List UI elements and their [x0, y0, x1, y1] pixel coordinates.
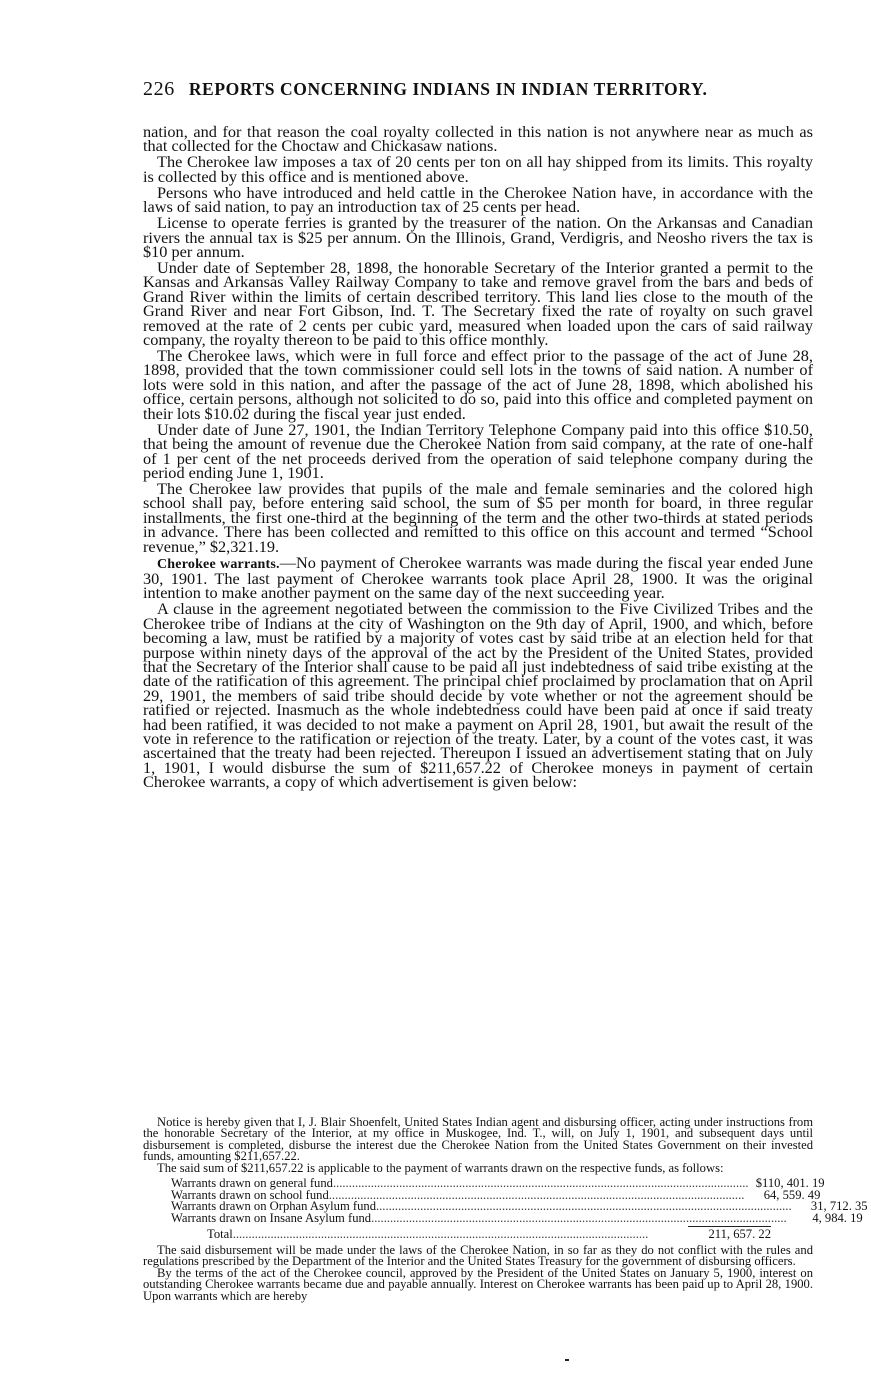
- fund-amount: 64, 559. 49: [763, 1187, 821, 1202]
- dot-leader: ....................................................................................................................................: [328, 1187, 745, 1202]
- paragraph-cherokee-warrants: [143, 552, 813, 603]
- paragraph-town-lots: The Cherokee laws, which were in full force and effect prior to the passage of the act of June 28, 1898, provided that the town commissioner could sell lots in the towns of said nation. A number of lots were sold in this nation, and after the passage of the act of June 28, 1898, which abolished his office, certain persons, although not solicited to do so, paid into this office and completed payment on their lots $10.02 during the fiscal year just ended.: [143, 346, 813, 423]
- section-text: —No payment of Cherokee warrants was made during the fiscal year ended June 30, 1901. The last payment of Cherokee warrants took place April 28, 1900. It was the original intention to make another payment on the same day of the next succeeding year.: [143, 552, 813, 603]
- paragraph-cattle-tax: Persons who have introduced and held cattle in the Cherokee Nation have, in accordance with the laws of said nation, to pay an introduction tax of 25 cents per head.: [143, 182, 813, 217]
- fund-label: Warrants drawn on Insane Asylum fund: [171, 1210, 372, 1225]
- table-row: [171, 1210, 863, 1225]
- paragraph-telephone: Under date of June 27, 1901, the Indian Territory Telephone Company paid into this office $10.50, that being the amount of revenue due the Cherokee Nation from said company, at the rate of one-half of 1 per cent of the net proceeds derived from the operation of said telephone company during the period ending June 1, 1901.: [143, 419, 813, 482]
- paragraph-gravel-permit: Under date of September 28, 1898, the honorable Secretary of the Interior granted a permit to the Kansas and Arkansas Valley Railway Company to take and remove gravel from the bars and beds of Grand River within the limits of certain described territory. This land lies close to the mouth of the Grand River and near Fort Gibson, Ind. T. The Secretary fixed the rate of royalty on such gravel removed at the rate of 2 cents per cubic yard, measured when loaded upon the cars of said railway company, the royalty thereon to be paid to this office monthly.: [143, 258, 813, 350]
- paragraph-ferries: License to operate ferries is granted by the treasurer of the nation. On the Arkansas and Canadian rivers the annual tax is $25 per annum. On the Illinois, Grand, Verdigris, and Neosho rivers the tax is $10 per annum.: [143, 213, 813, 262]
- fund-amount: $110, 401. 19: [755, 1176, 825, 1190]
- dot-leader: ....................................................................................................................................: [371, 1210, 787, 1225]
- paragraph-agreement-clause: A clause in the agreement negotiated between the commission to the Five Civilized Tribes and the Cherokee tribe of Indians at the city of Washington on the 9th day of April, 1900, and which, before becoming a law, must be ratified by a majority of votes cast by said tribe at an election held for that purpose within ninety days of the approval of the act by the President of the United States, provided that the Secretary of the Interior shall cause to be paid all just indebtedness of said tribe existing at the date of the ratification of this agreement. The principal chief proclaimed by proclamation that on April 29, 1901, the members of said tribe should decide by vote whether or not the agreement should be ratified or rejected. Inasmuch as the whole indebtedness could have been paid at once if said treaty had been ratified, it was decided to not make a payment on April 28, 1901, but await the result of the vote in reference to the ratification or rejection of the treaty. Later, by a count of the votes cast, it was ascertained that the treaty had been rejected. Thereupon I issued an advertisement stating that on July 1, 1901, I would disburse the sum of $211,657.22 of Cherokee moneys in payment of certain Cherokee warrants, a copy of which advertisement is given below:: [143, 599, 813, 792]
- page-number: 226: [143, 78, 175, 100]
- dot-leader: ....................................................................................................................................: [376, 1199, 792, 1214]
- paragraph-school-revenue: The Cherokee law provides that pupils of the male and female seminaries and the colored high school shall pay, before entering said school, the sum of $5 per month for board, in three regular installments, the first one-third at the beginning of the term and the other two-thirds at stated periods in advance. There has been collected and remitted to this office on this account and termed “School revenue,” $2,321.19.: [143, 478, 813, 556]
- paragraph-hay-tax: The Cherokee law imposes a tax of 20 cents per ton on all hay shipped from its limits. This royalty is collected by this office and is mentioned above.: [143, 152, 813, 186]
- interest-paragraph: By the terms of the act of the Cherokee council, approved by the President of the United States on January 5, 1900, interest on outstanding Cherokee warrants became due and payable annually. Interest on Cherokee warrants has been paid up to April 28, 1900. Upon warrants which are hereby: [143, 1265, 813, 1303]
- total-amount: 211, 657. 22: [708, 1227, 771, 1242]
- dot-leader: ....................................................................................................................................: [232, 1227, 649, 1242]
- fund-label: Warrants drawn on school fund: [171, 1187, 329, 1202]
- disbursement-paragraph: The said disbursement will be made under the laws of the Cherokee Nation, in so far as they do not conflict with the rules and regulations prescribed by the Department of the Interior and the United States Treasury for the government of disbursing officers.: [143, 1243, 813, 1269]
- fund-amount: 31, 712. 35: [810, 1199, 868, 1214]
- running-title: REPORTS CONCERNING INDIANS IN INDIAN TERRITORY.: [188, 79, 708, 99]
- fund-label: Warrants drawn on general fund: [171, 1176, 333, 1190]
- running-header: [143, 78, 783, 101]
- total-row: [207, 1229, 771, 1241]
- paragraph-coal-royalty: nation, and for that reason the coal royalty collected in this nation is not anywhere near as much as that collected for the Choctaw and Chickasaw nations.: [143, 122, 813, 156]
- notice-paragraph: Notice is hereby given that I, J. Blair Shoenfelt, United States Indian agent and disbursing officer, acting under instructions from the honorable Secretary of the Interior, at my office in Muskogee, Ind. T., will, on July 1, 1901, and subsequent days until disbursement is completed, disburse the interest due the Cherokee Nation from the United States Government on their invested funds, amounting $211,657.22.: [143, 1115, 813, 1164]
- print-speck: [565, 1359, 569, 1361]
- warrants-table: [171, 1176, 868, 1242]
- dot-leader: ....................................................................................................................................: [332, 1176, 749, 1190]
- main-text: [143, 122, 813, 792]
- notice-funds-paragraph: The said sum of $211,657.22 is applicable to the payment of warrants drawn on the respective funds, as follows:: [157, 1160, 724, 1175]
- fund-amount: 4, 984. 19: [812, 1210, 863, 1225]
- fund-label: Warrants drawn on Orphan Asylum fund: [171, 1199, 376, 1214]
- notice-block: [143, 1117, 813, 1174]
- post-notice-block: [143, 1245, 813, 1302]
- total-label: Total: [207, 1227, 233, 1242]
- section-heading: Cherokee warrants.: [157, 556, 280, 572]
